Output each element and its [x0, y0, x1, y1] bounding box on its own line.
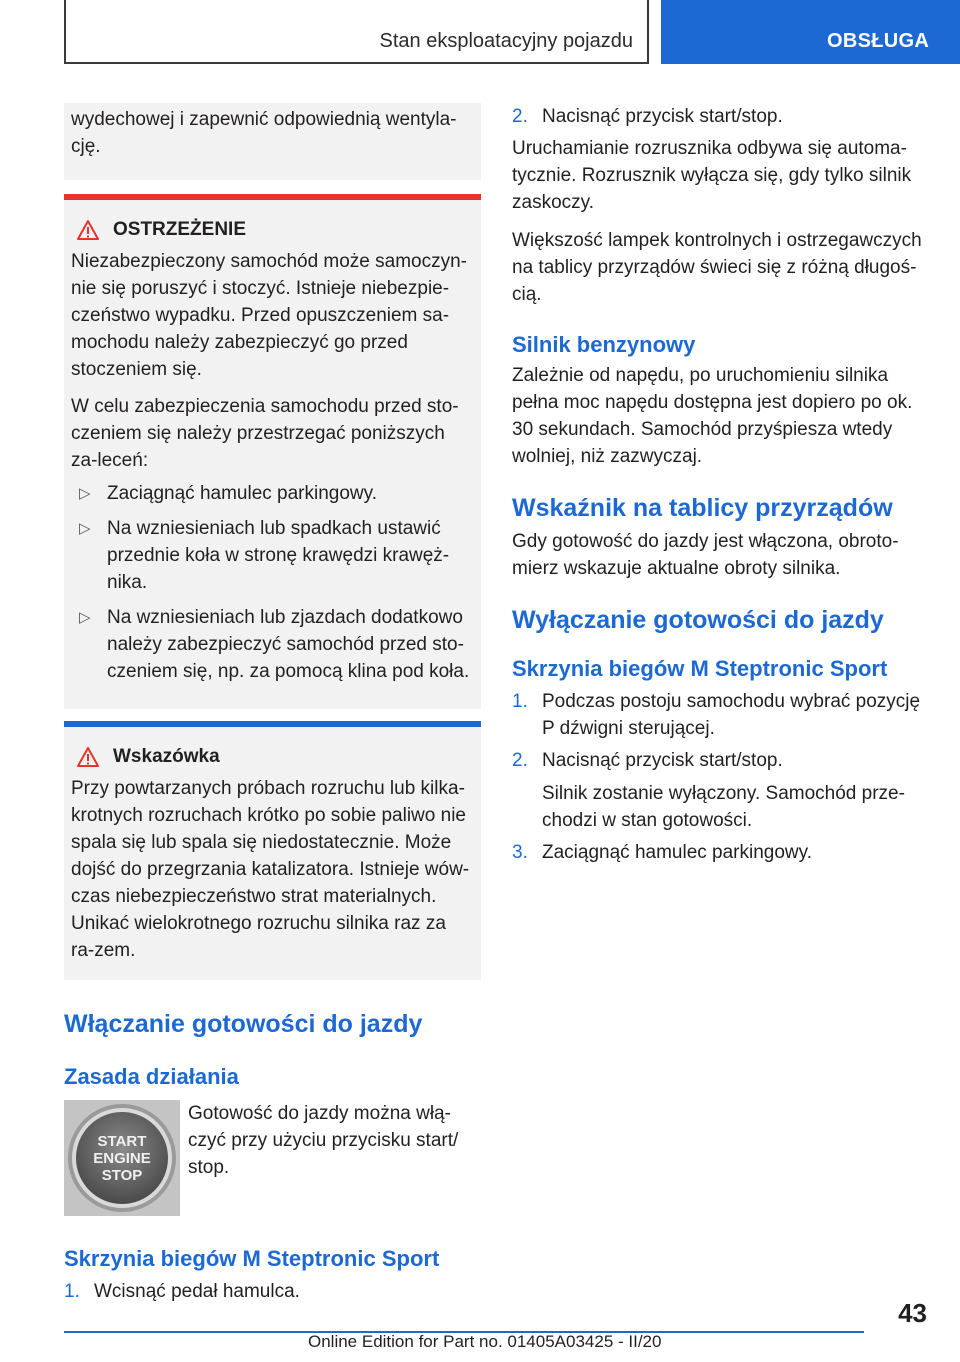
right-paragraph-4: Gdy gotowość do jazdy jest włączona, obroto-mierz wskazuje aktualne obroty silnika. [512, 531, 899, 579]
list-item: 1. Podczas postoju samochodu wybrać pozycję P dźwigni sterującej. [512, 691, 921, 739]
header-section-tab [661, 0, 960, 64]
warning-paragraph-2: W celu zabezpieczenia samochodu przed sto-czeniem się należy przestrzegać poniższych za-leceń: [71, 396, 459, 471]
heading-start-readiness: Włączanie gotowości do jazdy [64, 1010, 423, 1038]
heading-stop-readiness: Wyłączanie gotowości do jazdy [512, 606, 884, 634]
start-button-text: Gotowość do jazdy można włą-czyć przy użyciu przycisku start/ stop. [188, 1103, 459, 1178]
note-text: Przy powtarzanych próbach rozruchu lub kilka-krotnych rozruchach krótko po sobie paliwo nie spala się lub spala się niedostatecznie. Może dojść do przegrzania katalizatora. Istnieje wów-czas niebezpieczeństwo strat materialnych. Unikać wielokrotnego rozruchu silnika raz za ra-zem. [71, 778, 470, 961]
svg-text:STOP: STOP [101, 1167, 143, 1184]
header-title-box [64, 0, 649, 64]
right-column [512, 103, 926, 871]
triangle-bullet-icon: ▷ [79, 520, 91, 537]
list-item: 3. Zaciągnąć hamulec parkingowy. [512, 842, 813, 863]
right-paragraph-2: Większość lampek kontrolnych i ostrzegawczych na tablicy przyrządów świeci się z różną długoś-cią. [512, 230, 922, 305]
heading-gearbox-right: Skrzynia biegów M Steptronic Sport [512, 656, 888, 681]
footer-edition: Online Edition for Part no. 01405A03425 - II/20 [308, 1332, 662, 1351]
note-heading [77, 741, 471, 773]
warning-list [71, 480, 471, 685]
heading-petrol: Silnik benzynowy [512, 332, 696, 357]
warning-title: OSTRZEŻENIE [113, 219, 247, 240]
continuation-text: wydechowej i zapewnić odpowiednią wentyla-cję. [71, 109, 457, 157]
notice-triangle-icon [77, 747, 99, 767]
start-stop-button-icon [64, 1100, 180, 1216]
start-button-row [64, 1100, 481, 1216]
list-item: ▷ Zaciągnąć hamulec parkingowy. [71, 480, 471, 507]
warning-triangle-icon [77, 220, 99, 240]
warning-box [64, 194, 481, 709]
steps-right [512, 688, 926, 866]
left-column [64, 103, 481, 1310]
list-item: ▷ Na wzniesieniach lub zjazdach dodatkowo należy zabezpieczyć samochód przed sto-czeniem się, np. za pomocą klina pod koła. [71, 604, 471, 685]
svg-text:ENGINE: ENGINE [93, 1150, 151, 1167]
note-box [64, 721, 481, 980]
warning-heading [77, 214, 471, 246]
continuation-box [64, 103, 481, 180]
list-item: ▷ Na wzniesieniach lub spadkach ustawić przednie koła w stronę krawędzi krawęż-nika. [71, 515, 471, 596]
right-paragraph-1: Uruchamianie rozrusznika odbywa się automa-tycznie. Rozrusznik wyłącza się, gdy tylko silnik zaskoczy. [512, 138, 912, 213]
list-item: 2. Nacisnąć przycisk start/stop. [512, 106, 783, 127]
steps-right-top [512, 103, 926, 130]
list-item: 2. Nacisnąć przycisk start/stop. Silnik zostanie wyłączony. Samochód prze-chodzi w stan gotowości. [512, 750, 905, 831]
triangle-bullet-icon: ▷ [79, 485, 91, 502]
right-paragraph-3: Zależnie od napędu, po uruchomieniu silnika pełna moc napędu dostępna jest dopiero po ok. 30 sekundach. Samochód przyśpiesza wtedy wolniej, niż zazwyczaj. [512, 365, 913, 467]
list-item: 1. Wcisnąć pedał hamulca. [64, 1281, 300, 1302]
page-number: 43 [898, 1298, 927, 1328]
heading-instrument: Wskaźnik na tablicy przyrządów [512, 494, 893, 522]
warning-paragraph-1: Niezabezpieczony samochód może samoczyn-nie się poruszyć i stoczyć. Istnieje niebezpie-czeństwo wypadku. Przed opuszczeniem sa-mochodu należy zabezpieczyć go przed stoczeniem się. [71, 251, 468, 380]
header-section: OBSŁUGA [827, 30, 930, 52]
heading-gearbox-left: Skrzynia biegów M Steptronic Sport [64, 1246, 440, 1271]
triangle-bullet-icon: ▷ [79, 609, 91, 626]
heading-principle: Zasada działania [64, 1064, 239, 1089]
note-title: Wskazówka [113, 746, 220, 767]
header-title: Stan eksploatacyjny pojazdu [379, 30, 633, 52]
svg-text:START: START [97, 1133, 147, 1150]
start-stop-button-image [64, 1100, 180, 1216]
steps-left [64, 1278, 481, 1305]
